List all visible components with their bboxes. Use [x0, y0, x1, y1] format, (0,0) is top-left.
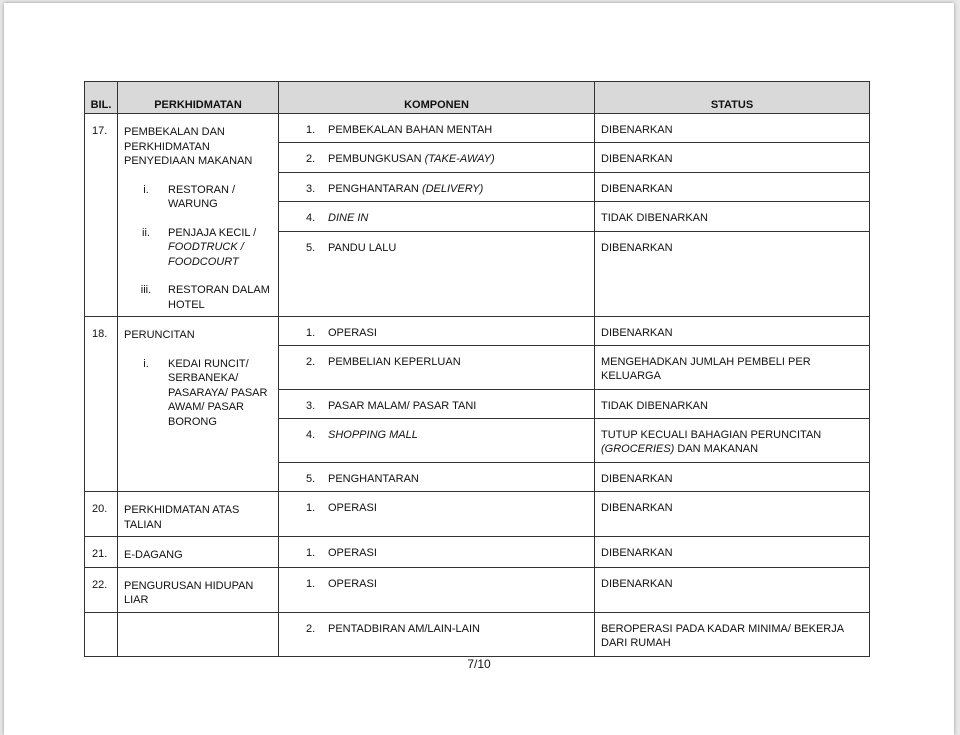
- komponen-cell: [279, 390, 595, 419]
- komponen-text: PENGHANTARAN: [328, 182, 419, 195]
- service-cell: [118, 114, 279, 317]
- komponen-number: 1.: [306, 547, 316, 559]
- komponen-cell: [279, 202, 595, 231]
- sub-item: [124, 226, 274, 270]
- service-cell: [118, 612, 279, 656]
- komponen-number: 2.: [306, 153, 316, 166]
- status-cell: DIBENARKAN: [595, 143, 870, 172]
- komponen-number: 5.: [306, 241, 316, 254]
- sub-item-text: RESTORAN / WARUNG: [168, 183, 236, 210]
- sub-item-text: [168, 226, 274, 270]
- table-row: [85, 537, 870, 568]
- service-cell: E-DAGANG: [118, 537, 279, 568]
- komponen-number: 1.: [306, 124, 316, 136]
- sub-item-text-italic: FOODTRUCK / FOODCOURT: [168, 241, 244, 268]
- komponen-text: PENTADBIRAN AM/LAIN-LAIN: [328, 622, 480, 635]
- service-cell: PERKHIDMATAN ATAS TALIAN: [118, 492, 279, 537]
- komponen-text: OPERASI: [328, 327, 377, 339]
- komponen-text: PEMBUNGKUSAN: [328, 153, 422, 166]
- table-row: [85, 492, 870, 537]
- status-cell: DIBENARKAN: [595, 172, 870, 201]
- page-number: 7/10: [467, 657, 491, 671]
- status-cell: DIBENARKAN: [595, 317, 870, 346]
- status-cell: DIBENARKAN: [595, 114, 870, 143]
- komponen-cell: [279, 419, 595, 463]
- komponen-text: PENGHANTARAN: [328, 473, 419, 485]
- service-cell: PENGURUSAN HIDUPAN LIAR: [118, 567, 279, 612]
- komponen-text-italic: SHOPPING MALL: [328, 429, 418, 441]
- komponen-number: 5.: [306, 473, 316, 485]
- table-header-row: [85, 82, 870, 114]
- sub-item-text: RESTORAN DALAM HOTEL: [168, 284, 270, 311]
- status-cell: MENGEHADKAN JUMLAH PEMBELI PER KELUARGA: [595, 346, 870, 390]
- komponen-text-italic: DINE IN: [328, 212, 369, 225]
- komponen-cell: [279, 114, 595, 143]
- komponen-text: OPERASI: [328, 577, 377, 590]
- komponen-number: 1.: [306, 577, 316, 590]
- sub-item-text-plain: PENJAJA KECIL /: [168, 226, 257, 239]
- status-cell: TIDAK DIBENARKAN: [595, 202, 870, 231]
- sub-item-text: KEDAI RUNCIT/ SERBANEKA/ PASARAYA/ PASAR AWAM/ PASAR BORONG: [168, 357, 268, 428]
- bil-cell: 20.: [85, 492, 118, 537]
- table-row: [85, 317, 870, 346]
- komponen-cell: [279, 463, 595, 492]
- komponen-cell: [279, 346, 595, 390]
- sub-item: [124, 357, 274, 430]
- status-cell: DIBENARKAN: [595, 492, 870, 537]
- komponen-text: PEMBEKALAN BAHAN MENTAH: [328, 124, 493, 136]
- komponen-number: 2.: [306, 622, 316, 635]
- status-text-tail: DAN MAKANAN: [674, 443, 759, 455]
- bil-cell: 21.: [85, 537, 118, 568]
- table-row: [85, 114, 870, 143]
- sub-item-number: i.: [143, 357, 149, 370]
- bil-cell: 18.: [85, 317, 118, 492]
- sub-item-number: ii.: [142, 226, 150, 239]
- komponen-text: PANDU LALU: [328, 241, 397, 254]
- komponen-text: PEMBELIAN KEPERLUAN: [328, 356, 461, 368]
- status-cell: DIBENARKAN: [595, 567, 870, 612]
- komponen-number: 2.: [306, 356, 316, 368]
- service-cell: [118, 317, 279, 492]
- komponen-number: 1.: [306, 502, 316, 514]
- komponen-cell: [279, 612, 595, 656]
- komponen-cell: [279, 537, 595, 568]
- komponen-cell: [279, 143, 595, 172]
- status-cell: BEROPERASI PADA KADAR MINIMA/ BEKERJA DARI RUMAH: [595, 612, 870, 656]
- table-row: [85, 612, 870, 656]
- bil-cell: 22.: [85, 567, 118, 612]
- status-text-italic: (GROCERIES): [601, 443, 675, 455]
- document-page: [4, 3, 954, 735]
- komponen-cell: [279, 317, 595, 346]
- komponen-text: PASAR MALAM/ PASAR TANI: [328, 400, 477, 412]
- sub-item: [124, 183, 274, 212]
- service-name: PERUNCITAN: [124, 329, 195, 341]
- service-name: PEMBEKALAN DAN PERKHIDMATAN PENYEDIAAN MAKANAN: [124, 126, 253, 167]
- komponen-cell: [279, 492, 595, 537]
- bil-cell: 17.: [85, 114, 118, 317]
- komponen-text-italic: (DELIVERY): [421, 182, 484, 195]
- services-table: [84, 81, 870, 657]
- komponen-cell: [279, 172, 595, 201]
- komponen-text: OPERASI: [328, 547, 377, 559]
- komponen-cell: [279, 231, 595, 316]
- komponen-number: 4.: [306, 429, 316, 441]
- status-cell: DIBENARKAN: [595, 537, 870, 568]
- komponen-number: 3.: [306, 182, 316, 195]
- header-status: STATUS: [595, 82, 870, 114]
- status-cell: [595, 419, 870, 463]
- komponen-number: 1.: [306, 327, 316, 339]
- komponen-number: 3.: [306, 400, 316, 412]
- komponen-cell: [279, 567, 595, 612]
- status-cell: DIBENARKAN: [595, 231, 870, 316]
- header-perkhidmatan: PERKHIDMATAN: [118, 82, 279, 114]
- status-text: TUTUP KECUALI BAHAGIAN PERUNCITAN: [601, 429, 822, 441]
- status-cell: DIBENARKAN: [595, 463, 870, 492]
- komponen-text-italic: (TAKE-AWAY): [424, 153, 495, 166]
- header-komponen: KOMPONEN: [279, 82, 595, 114]
- sub-item-number: iii.: [140, 284, 152, 296]
- komponen-number: 4.: [306, 212, 316, 225]
- status-cell: TIDAK DIBENARKAN: [595, 390, 870, 419]
- header-bil: BIL.: [85, 82, 118, 114]
- sub-item: [124, 283, 274, 312]
- sub-item-number: i.: [143, 183, 149, 196]
- bil-cell: [85, 612, 118, 656]
- table-row: [85, 567, 870, 612]
- komponen-text: OPERASI: [328, 502, 377, 514]
